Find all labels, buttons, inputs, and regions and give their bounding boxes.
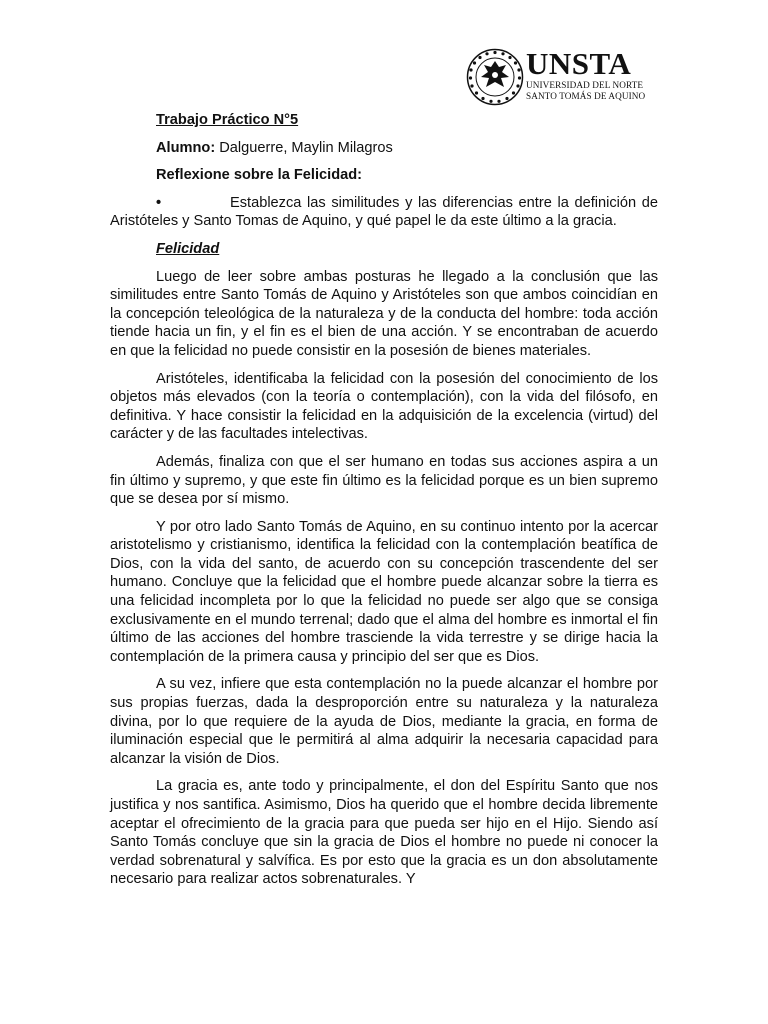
brand-line-2: SANTO TOMÁS DE AQUINO (526, 91, 646, 101)
student-label: Alumno: (156, 139, 216, 156)
brand-name: UNSTA (526, 46, 632, 81)
brand-block (526, 48, 656, 102)
brand-line-1: UNIVERSIDAD DEL NORTE (526, 80, 644, 90)
document-body (110, 111, 658, 898)
topic-heading: Reflexione sobre la Felicidad: (156, 167, 362, 184)
paragraph-2: Aristóteles, identificaba la felicidad con la posesión del conocimiento de los objetos más elevados (con la teoría o contemplación), con la vida del filósofo, en definitiva. Y hace consistir la felicidad en la adquisición de la excelencia (virtud) del carácter y de las facultades intelectivas. (110, 370, 658, 443)
paragraph-4: Y por otro lado Santo Tomás de Aquino, en su continuo intento por la acercar aristotelismo y cristianismo, identifica la felicidad con la contemplación beatífica de Dios, con la vida del santo, de acuerdo con su concepción trascendente del ser humano. Concluye que la felicidad que el hombre puede alcanzar sobre la tierra es una felicidad incompleta por lo que la felicidad no puede ser algo que se consiga exclusivamente en el mundo terrenal; dado que el alma del hombre es inmortal el fin último de las acciones del hombre trasciende la vida terrestre y se dirige hacia la contemplación de la primera causa y principio del ser que es Dios. (110, 518, 658, 665)
question-item (110, 194, 658, 231)
section-title: Felicidad (156, 240, 220, 257)
paragraph-6: La gracia es, ante todo y principalmente, el don del Espíritu Santo que nos justifica y nos santifica. Asimismo, Dios ha querido que el hombre decida libremente aceptar el ofrecimiento de la gracia para que pueda ser hijo en el Hijo. Siendo así Santo Tomás concluye que sin la gracia de Dios el hombre no puede ni conocer la verdad sobrenatural y salvífica. Es por esto que la gracia es un don absolutamente necesario para realizar actos sobrenaturales. Y (110, 778, 658, 888)
student-line (110, 139, 658, 158)
question-text: Establezca las similitudes y las diferencias entre la definición de Aristóteles y Santo Tomas de Aquino, y qué papel le da este último a la gracia. (110, 194, 658, 230)
paragraph-3: Además, finaliza con que el ser humano en todas sus acciones aspira a un fin último y supremo, y que este fin último es la felicidad porque es un bien supremo que se desea por sí mismo. (110, 453, 658, 508)
paragraph-1: Luego de leer sobre ambas posturas he llegado a la conclusión que las similitudes entre Santo Tomás de Aquino y Aristóteles son que ambos coincidían en la concepción teleológica de la naturaleza y de la conducta del hombre: toda acción tiende hacia un fin, y el fin es el bien de una acción. Y se encontraban de acuerdo en que la felicidad no puede consistir en la posesión de bienes materiales. (110, 268, 658, 359)
university-seal-icon (466, 48, 524, 106)
student-name: Dalguerre, Maylin Milagros (215, 139, 393, 156)
bullet-icon: • (156, 194, 162, 211)
assignment-title: Trabajo Práctico N°5 (156, 112, 299, 128)
university-logo (466, 48, 656, 110)
paragraph-5: A su vez, infiere que esta contemplación no la puede alcanzar el hombre por sus propias fuerzas, dada la desproporción entre su naturaleza y la naturaleza divina, por lo que requiere de la ayuda de Dios, mediante la gracia, en forma de iluminación especial que le permitirá al alma adquirir la necesaria capacidad para alcanzar la visión de Dios. (110, 676, 658, 767)
